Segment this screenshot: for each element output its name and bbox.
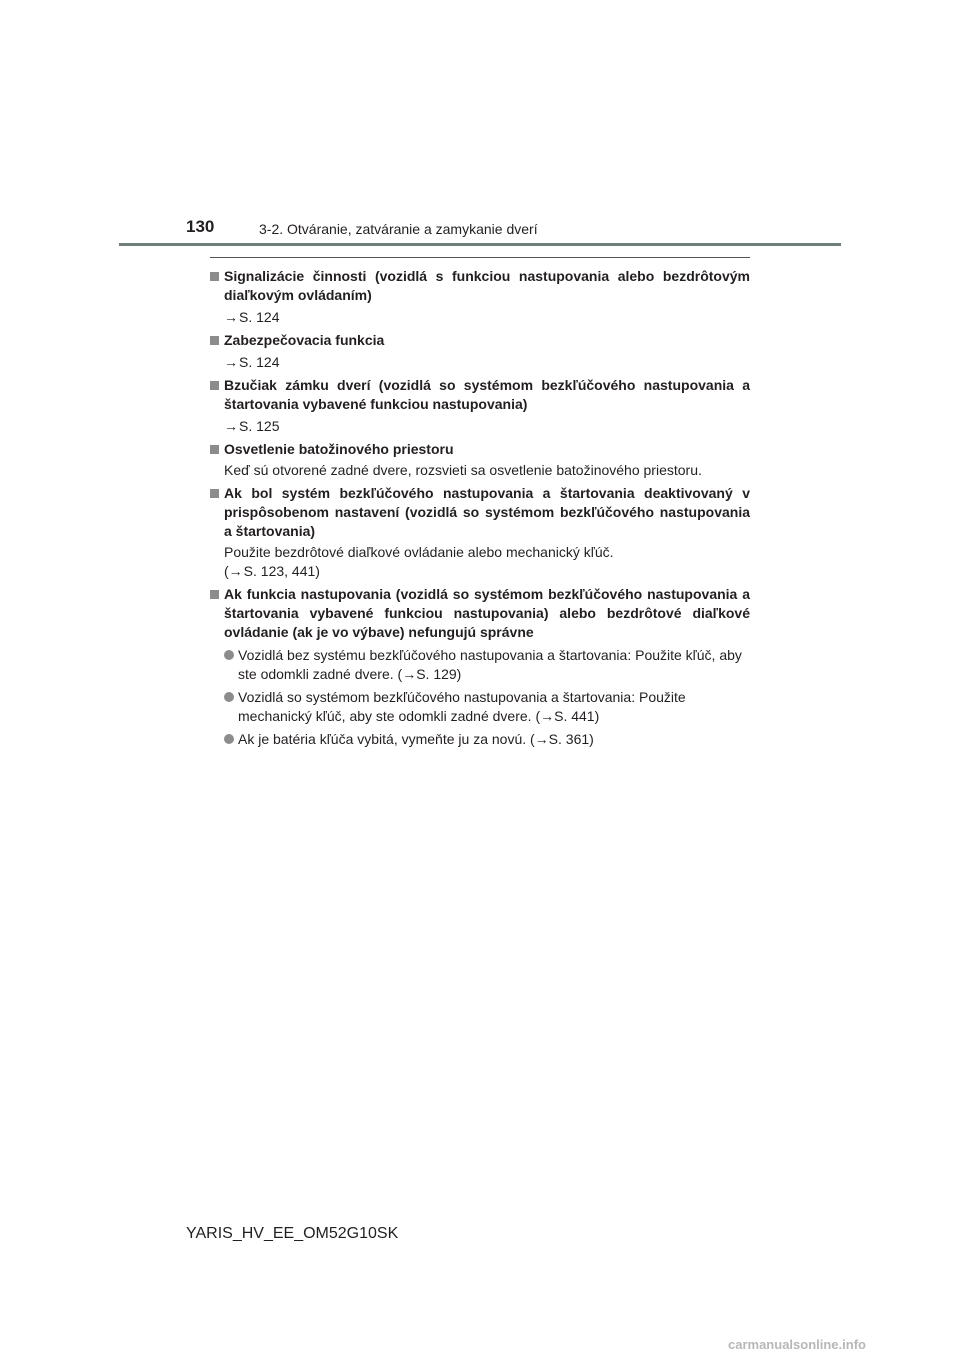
item-nefunguju [210, 585, 750, 749]
square-bullet-icon [210, 445, 219, 454]
item-heading [210, 331, 750, 350]
circle-bullet-icon [224, 650, 234, 660]
page-reference[interactable]: S. 441) [554, 708, 600, 724]
list-item [224, 730, 750, 749]
page-reference[interactable]: S. 361) [548, 731, 594, 747]
item-heading [210, 585, 750, 642]
page-reference-text: S. 124 [239, 309, 280, 325]
page-reference-text: S. 124 [239, 354, 280, 370]
list-item-text [238, 646, 750, 684]
page-reference-text: S. 123, 441) [243, 563, 320, 579]
list-item-body: Vozidlá so systémom bezkľúčového nastupovania a štartovania: Použite mechanický kľúč, aby ste odomkli zadné dvere. ( [238, 689, 686, 724]
list-item-text [238, 730, 750, 749]
item-heading [210, 267, 750, 305]
footer-document-code: YARIS_HV_EE_OM52G10SK [186, 1225, 399, 1242]
item-heading-text: Ak bol systém bezkľúčového nastupovania a štartovania deaktivovaný v prispôsobenom nastavení (vozidlá so systémom bezkľúčového nastupovania a štartovania) [224, 485, 750, 539]
section-content [210, 257, 750, 753]
item-heading-text: Signalizácie činnosti (vozidlá s funkciou nastupovania alebo bezdrôtovým diaľkovým ovládaním) [224, 268, 750, 303]
header-rule [119, 243, 841, 246]
item-heading [210, 376, 750, 414]
item-heading-text: Zabezpečovacia funkcia [224, 332, 385, 348]
list-item-text [238, 688, 750, 726]
circle-bullet-icon [224, 734, 234, 744]
arrow-icon: → [224, 354, 238, 370]
chapter-title: 3-2. Otváranie, zatváranie a zamykanie dverí [259, 221, 538, 237]
arrow-icon: → [228, 563, 243, 579]
item-heading-text: Ak funkcia nastupovania (vozidlá so systémom bezkľúčového nastupovania a štartovania vybavené funkciou nastupovania) alebo bezdrôtové diaľkové ovládanie (ak je vo výbave) nefungujú správne [224, 586, 750, 640]
item-body [210, 543, 750, 581]
ref-open-paren: ( [224, 563, 229, 579]
page-reference[interactable] [224, 562, 750, 581]
item-heading-text: Osvetlenie batožinového priestoru [224, 441, 454, 457]
arrow-icon: → [534, 731, 549, 747]
list-item [224, 646, 750, 684]
page-reference[interactable] [224, 417, 750, 436]
page-reference[interactable] [224, 353, 750, 372]
page-reference[interactable] [224, 308, 750, 327]
item-body [210, 353, 750, 372]
square-bullet-icon [210, 590, 219, 599]
item-body-text: Použite bezdrôtové diaľkové ovládanie alebo mechanický kľúč. [224, 544, 614, 560]
square-bullet-icon [210, 336, 219, 345]
item-bzuciak [210, 376, 750, 436]
arrow-icon: → [224, 418, 238, 434]
circle-bullet-icon [224, 692, 234, 702]
list-item [224, 688, 750, 726]
page-reference[interactable]: S. 129) [416, 666, 462, 682]
item-heading [210, 484, 750, 541]
item-body [210, 646, 750, 749]
item-signalizacie [210, 267, 750, 327]
item-heading-text: Bzučiak zámku dverí (vozidlá so systémom bezkľúčového nastupovania a štartovania vybavené funkciou nastupovania) [224, 377, 750, 412]
watermark: carmanualsonline.info [728, 1337, 866, 1352]
item-body [210, 417, 750, 436]
arrow-icon: → [402, 666, 417, 682]
item-heading [210, 440, 750, 459]
list-item-body: Vozidlá bez systému bezkľúčového nastupovania a štartovania: Použite kľúč, aby ste odomkli zadné dvere. ( [238, 647, 742, 682]
list-item-body: Ak je batéria kľúča vybitá, vymeňte ju za novú. ( [238, 731, 535, 747]
page-reference-text: S. 125 [239, 418, 280, 434]
item-osvetlenie [210, 440, 750, 480]
square-bullet-icon [210, 489, 219, 498]
item-body: Keď sú otvorené zadné dvere, rozsvieti sa osvetlenie batožinového priestoru. [224, 462, 702, 478]
item-deaktivovany [210, 484, 750, 581]
arrow-icon: → [224, 309, 238, 325]
item-zabezpecovacia [210, 331, 750, 372]
arrow-icon: → [540, 708, 555, 724]
square-bullet-icon [210, 381, 219, 390]
page-number: 130 [186, 217, 215, 236]
item-body [210, 308, 750, 327]
square-bullet-icon [210, 272, 219, 281]
